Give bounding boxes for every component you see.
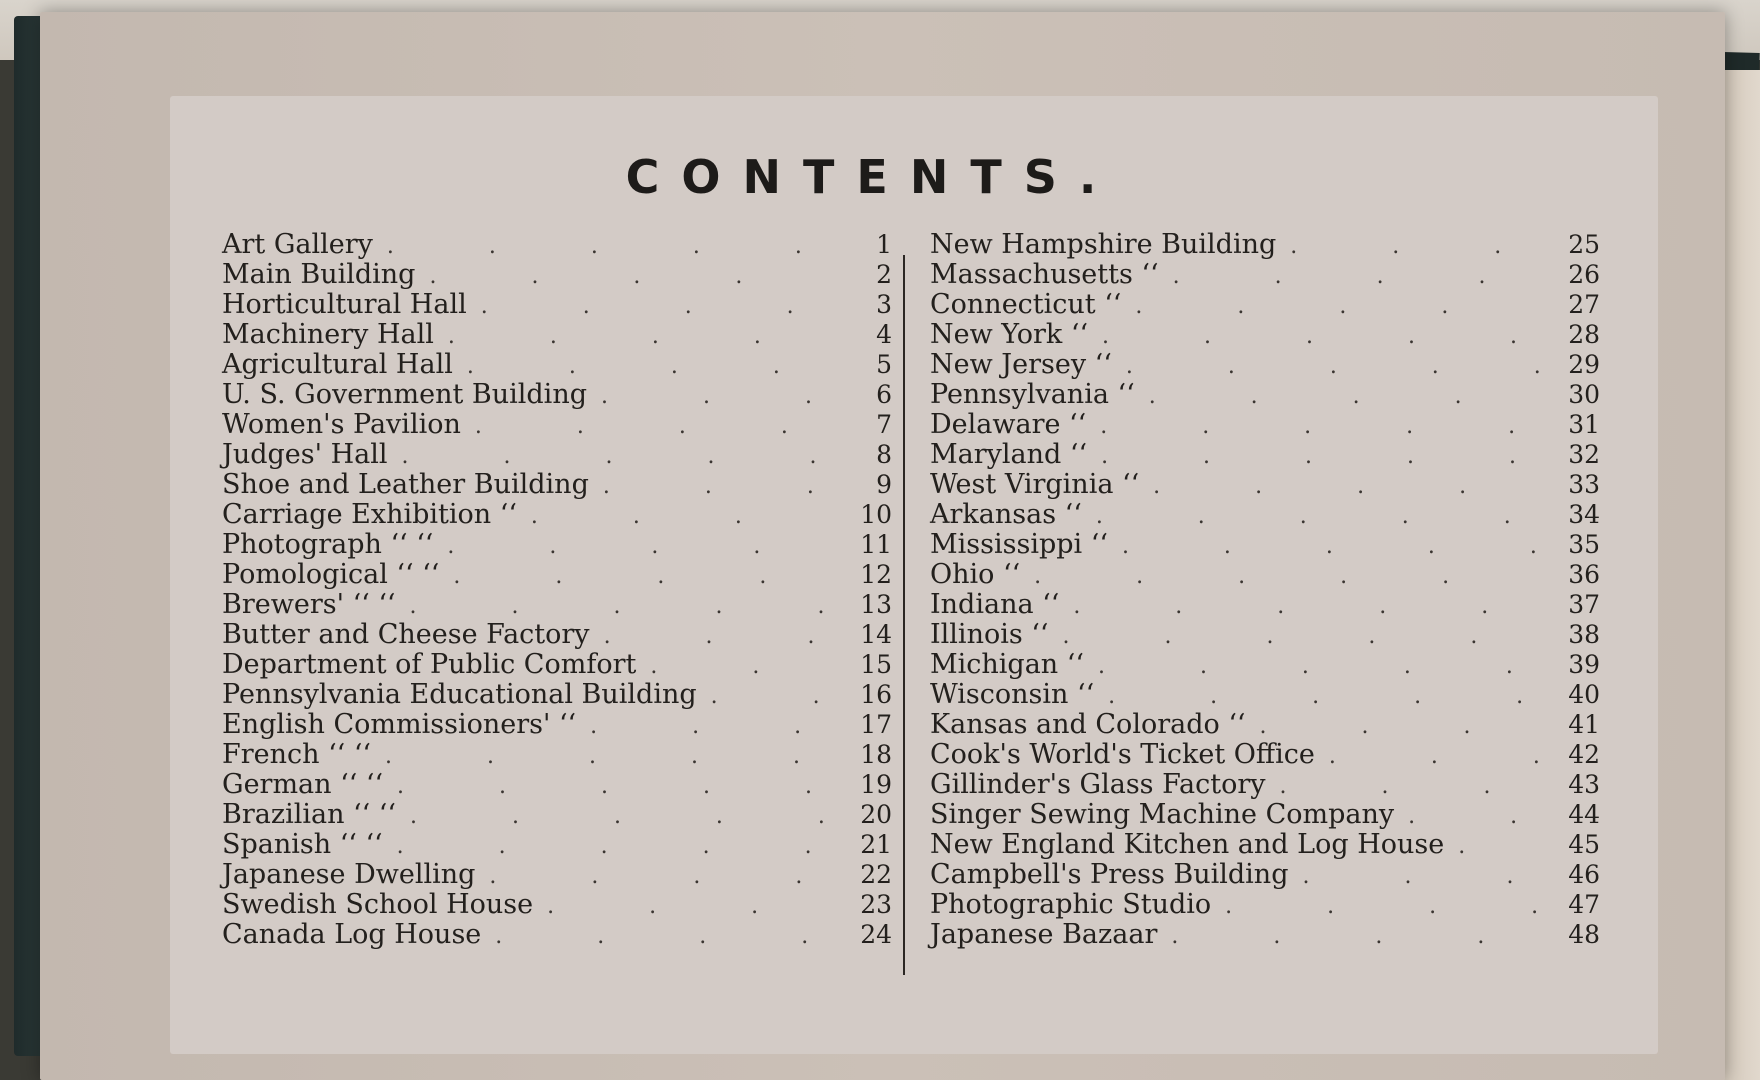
contents-entry: [930, 290, 1600, 320]
entry-page-number: 22: [860, 860, 892, 889]
contents-entry: [930, 530, 1600, 560]
entry-title: Gillinder's Glass Factory: [930, 769, 1266, 800]
dot-leader: [601, 382, 838, 412]
entry-title: Brazilian ‘‘ ‘‘: [222, 799, 396, 830]
entry-title: New Hampshire Building: [930, 229, 1277, 260]
entry-title: Indiana ‘‘: [930, 589, 1060, 620]
dot-leader: [1290, 232, 1540, 262]
dot-leader: [1102, 322, 1540, 352]
dot-leader: [385, 742, 838, 772]
contents-entry: [222, 350, 892, 380]
contents-entry: [930, 320, 1600, 350]
entry-title: Horticultural Hall: [222, 289, 467, 320]
contents-entry: [222, 830, 892, 860]
entry-page-number: 2: [876, 260, 892, 289]
entry-title: Singer Sewing Machine Company: [930, 799, 1395, 830]
contents-entry: [222, 380, 892, 410]
entry-title: Main Building: [222, 259, 416, 290]
entry-page-number: 28: [1568, 320, 1600, 349]
contents-entry: [930, 800, 1600, 830]
entry-title: Department of Public Comfort: [222, 649, 637, 680]
contents-entry: [930, 680, 1600, 710]
entry-page-number: 37: [1568, 590, 1600, 619]
contents-entry: [222, 560, 892, 590]
contents-entry: [930, 440, 1600, 470]
contents-entry: [222, 590, 892, 620]
contents-entry: [930, 350, 1600, 380]
entry-page-number: 15: [860, 650, 892, 679]
entry-title: Connecticut ‘‘: [930, 289, 1122, 320]
contents-entry: [222, 320, 892, 350]
entry-page-number: 26: [1568, 260, 1600, 289]
contents-entry: [930, 710, 1600, 740]
dot-leader: [650, 652, 838, 682]
dot-leader: [489, 862, 838, 892]
dot-leader: [1096, 502, 1540, 532]
contents-entry: [222, 230, 892, 260]
entry-page-number: 17: [860, 710, 892, 739]
dot-leader: [402, 442, 838, 472]
entry-title: Spanish ‘‘ ‘‘: [222, 829, 383, 860]
entry-title: Campbell's Press Building: [930, 859, 1289, 890]
dot-leader: [1153, 472, 1540, 502]
entry-title: Massachusetts ‘‘: [930, 259, 1159, 290]
entry-title: Photograph ‘‘ ‘‘: [222, 529, 434, 560]
dot-leader: [1122, 532, 1540, 562]
entry-title: Pennsylvania Educational Building: [222, 679, 697, 710]
entry-title: Butter and Cheese Factory: [222, 619, 590, 650]
dot-leader: [481, 292, 838, 322]
contents-entry: [930, 770, 1600, 800]
entry-page-number: 6: [876, 380, 892, 409]
dot-leader: [1408, 802, 1540, 832]
entry-page-number: 7: [876, 410, 892, 439]
entry-title: Pennsylvania ‘‘: [930, 379, 1135, 410]
entry-page-number: 12: [860, 560, 892, 589]
dot-leader: [1225, 892, 1540, 922]
dot-leader: [1101, 442, 1540, 472]
entry-title: German ‘‘ ‘‘: [222, 769, 384, 800]
contents-left-column: [222, 230, 892, 950]
entry-page-number: 14: [860, 620, 892, 649]
entry-page-number: 1: [876, 230, 892, 259]
contents-entry: [222, 650, 892, 680]
contents-entry: [222, 290, 892, 320]
contents-entry: [222, 260, 892, 290]
dot-leader: [447, 532, 838, 562]
entry-page-number: 9: [876, 470, 892, 499]
entry-title: Swedish School House: [222, 889, 534, 920]
entry-title: U. S. Government Building: [222, 379, 587, 410]
entry-page-number: 8: [876, 440, 892, 469]
entry-title: English Commissioners' ‘‘: [222, 709, 577, 740]
entry-page-number: 5: [876, 350, 892, 379]
dot-leader: [531, 502, 838, 532]
entry-page-number: 43: [1568, 770, 1600, 799]
dot-leader: [1034, 562, 1540, 592]
dot-leader: [1098, 652, 1540, 682]
dot-leader: [397, 772, 838, 802]
entry-title: New Jersey ‘‘: [930, 349, 1112, 380]
contents-entry: [930, 590, 1600, 620]
dot-leader: [1108, 682, 1540, 712]
entry-page-number: 33: [1568, 470, 1600, 499]
entry-title: Mississippi ‘‘: [930, 529, 1108, 560]
entry-title: Photographic Studio: [930, 889, 1212, 920]
dot-leader: [1073, 592, 1540, 622]
contents-entry: [930, 920, 1600, 950]
contents-entry: [930, 830, 1600, 860]
dot-leader: [1302, 862, 1540, 892]
dot-leader: [475, 412, 838, 442]
entry-page-number: 46: [1568, 860, 1600, 889]
entry-page-number: 3: [876, 290, 892, 319]
entry-page-number: 19: [860, 770, 892, 799]
entry-title: West Virginia ‘‘: [930, 469, 1140, 500]
entry-page-number: 30: [1568, 380, 1600, 409]
contents-entry: [930, 560, 1600, 590]
contents-entry: [930, 890, 1600, 920]
dot-leader: [711, 682, 838, 712]
contents-entry: [930, 380, 1600, 410]
dot-leader: [604, 622, 838, 652]
dot-leader: [1260, 712, 1541, 742]
entry-page-number: 31: [1568, 410, 1600, 439]
entry-title: Canada Log House: [222, 919, 482, 950]
entry-title: Kansas and Colorado ‘‘: [930, 709, 1246, 740]
entry-page-number: 39: [1568, 650, 1600, 679]
contents-entry: [222, 440, 892, 470]
entry-page-number: 47: [1568, 890, 1600, 919]
entry-title: Delaware ‘‘: [930, 409, 1087, 440]
contents-entry: [222, 620, 892, 650]
entry-title: Michigan ‘‘: [930, 649, 1084, 680]
dot-leader: [547, 892, 838, 922]
contents-entry: [222, 470, 892, 500]
entry-title: Shoe and Leather Building: [222, 469, 589, 500]
entry-page-number: 13: [860, 590, 892, 619]
contents-entry: [930, 230, 1600, 260]
column-divider: [903, 255, 905, 975]
entry-page-number: 24: [860, 920, 892, 949]
dot-leader: [1126, 352, 1540, 382]
dot-leader: [410, 592, 839, 622]
entry-title: Agricultural Hall: [222, 349, 453, 380]
entry-title: Judges' Hall: [222, 439, 388, 470]
entry-page-number: 29: [1568, 350, 1600, 379]
contents-entry: [930, 860, 1600, 890]
contents-entry: [222, 410, 892, 440]
entry-page-number: 36: [1568, 560, 1600, 589]
entry-page-number: 23: [860, 890, 892, 919]
dot-leader: [448, 322, 838, 352]
contents-entry: [222, 680, 892, 710]
entry-title: Ohio ‘‘: [930, 559, 1021, 590]
entry-page-number: 35: [1568, 530, 1600, 559]
dot-leader: [1173, 262, 1540, 292]
contents-entry: [222, 800, 892, 830]
contents-entry: [930, 620, 1600, 650]
contents-entry: [930, 650, 1600, 680]
entry-title: Carriage Exhibition ‘‘: [222, 499, 517, 530]
contents-entry: [930, 410, 1600, 440]
entry-page-number: 38: [1568, 620, 1600, 649]
entry-title: New England Kitchen and Log House: [930, 829, 1445, 860]
entry-page-number: 10: [860, 500, 892, 529]
entry-title: French ‘‘ ‘‘: [222, 739, 372, 770]
contents-entry: [930, 740, 1600, 770]
contents-entry: [222, 770, 892, 800]
entry-page-number: 34: [1568, 500, 1600, 529]
entry-page-number: 18: [860, 740, 892, 769]
dot-leader: [603, 472, 838, 502]
contents-entry: [930, 470, 1600, 500]
dot-leader: [1100, 412, 1540, 442]
dot-leader: [410, 802, 838, 832]
page-title: CONTENTS.: [625, 150, 1119, 204]
entry-page-number: 42: [1568, 740, 1600, 769]
entry-page-number: 16: [860, 680, 892, 709]
dot-leader: [1062, 622, 1540, 652]
dot-leader: [429, 262, 838, 292]
entry-title: Wisconsin ‘‘: [930, 679, 1095, 710]
entry-title: Arkansas ‘‘: [930, 499, 1082, 530]
entry-page-number: 45: [1568, 830, 1600, 859]
contents-entry: [930, 260, 1600, 290]
entry-page-number: 48: [1568, 920, 1600, 949]
dot-leader: [1280, 772, 1540, 802]
entry-title: Machinery Hall: [222, 319, 434, 350]
entry-page-number: 20: [860, 800, 892, 829]
contents-entry: [222, 530, 892, 560]
entry-page-number: 41: [1568, 710, 1600, 739]
dot-leader: [1329, 742, 1540, 772]
entry-title: Illinois ‘‘: [930, 619, 1049, 650]
contents-entry: [222, 890, 892, 920]
dot-leader: [1458, 832, 1540, 862]
contents-right-column: [930, 230, 1600, 950]
entry-page-number: 11: [860, 530, 892, 559]
entry-page-number: 40: [1568, 680, 1600, 709]
dot-leader: [397, 832, 838, 862]
entry-page-number: 27: [1568, 290, 1600, 319]
entry-title: Women's Pavilion: [222, 409, 461, 440]
dot-leader: [453, 562, 838, 592]
entry-title: Japanese Dwelling: [222, 859, 476, 890]
dot-leader: [495, 922, 838, 952]
entry-title: Art Gallery: [222, 229, 373, 260]
dot-leader: [590, 712, 838, 742]
entry-page-number: 32: [1568, 440, 1600, 469]
dot-leader: [1149, 382, 1540, 412]
dot-leader: [467, 352, 838, 382]
contents-entry: [222, 740, 892, 770]
contents-entry: [222, 920, 892, 950]
entry-title: Brewers' ‘‘ ‘‘: [222, 589, 396, 620]
entry-page-number: 21: [860, 830, 892, 859]
entry-title: Pomological ‘‘ ‘‘: [222, 559, 440, 590]
entry-page-number: 4: [876, 320, 892, 349]
dot-leader: [1135, 292, 1540, 322]
entry-page-number: 25: [1568, 230, 1600, 259]
entry-title: Cook's World's Ticket Office: [930, 739, 1315, 770]
entry-title: Japanese Bazaar: [930, 919, 1158, 950]
entry-title: Maryland ‘‘: [930, 439, 1088, 470]
contents-entry: [222, 500, 892, 530]
contents-entry: [222, 710, 892, 740]
entry-title: New York ‘‘: [930, 319, 1089, 350]
contents-entry: [222, 860, 892, 890]
dot-leader: [387, 232, 838, 262]
dot-leader: [1171, 922, 1540, 952]
entry-page-number: 44: [1568, 800, 1600, 829]
contents-entry: [930, 500, 1600, 530]
